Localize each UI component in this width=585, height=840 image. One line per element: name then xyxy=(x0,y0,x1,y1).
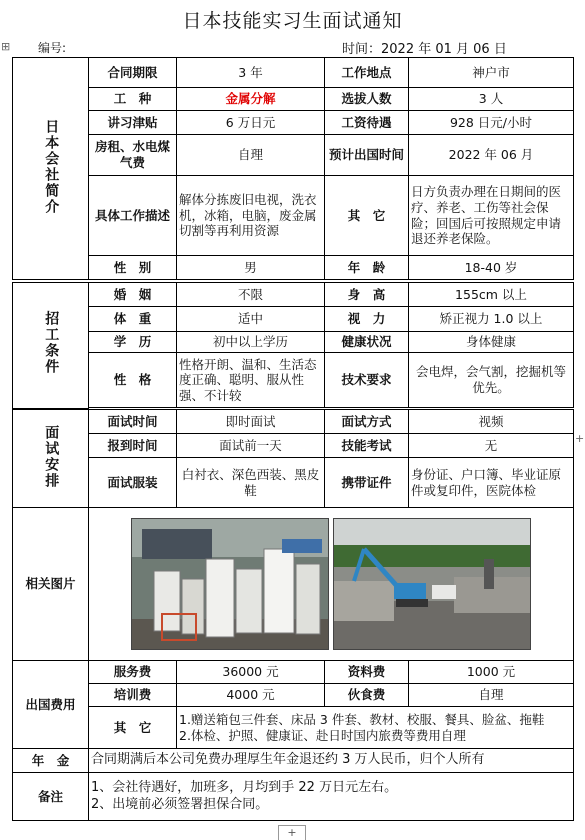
table-row xyxy=(13,176,574,256)
section-interview xyxy=(13,410,89,508)
gender-label: 性 别 xyxy=(89,256,177,280)
table-row xyxy=(13,111,574,135)
age-value: 18-40 岁 xyxy=(409,256,574,280)
appliances-image xyxy=(132,519,328,649)
salary-label: 工资待遇 xyxy=(325,111,409,135)
section-company xyxy=(13,58,89,280)
fees-other-label: 其 它 xyxy=(89,707,177,749)
job-description-value: 解体分拣废旧电视，洗衣机，冰箱，电脑，废金属切割等再利用资源 xyxy=(177,176,325,256)
report-time-label: 报到时间 xyxy=(89,434,177,458)
row-insert-plus-icon[interactable]: + xyxy=(575,432,585,445)
contract-value: 3 年 xyxy=(177,58,325,88)
section-company-label: 日本会社简介 xyxy=(43,118,60,215)
weight-value: 适中 xyxy=(177,307,325,332)
table-row xyxy=(13,458,574,508)
table-row xyxy=(13,773,574,821)
table-row xyxy=(13,58,574,88)
table-row xyxy=(13,283,574,307)
page-title: 日本技能实习生面试通知 xyxy=(182,10,403,32)
pension-value: 合同期满后本公司免费办理厚生年金退还约 3 万人民币，归个人所有 xyxy=(89,749,574,773)
table-row xyxy=(13,256,574,280)
section-conditions xyxy=(13,283,89,409)
education-label: 学 历 xyxy=(89,332,177,353)
interview-table xyxy=(12,409,574,821)
report-time-value: 面试前一天 xyxy=(177,434,325,458)
table-row xyxy=(13,307,574,332)
table-row xyxy=(13,749,574,773)
vision-label: 视 力 xyxy=(325,307,409,332)
fees-other-line-2: 2.体检、护照、健康证、赴日时国内旅费等费用自理 xyxy=(179,727,466,743)
dress-label: 面试服装 xyxy=(89,458,177,508)
fees-other-value xyxy=(177,707,574,749)
table-move-handle-icon[interactable]: ⊞ xyxy=(1,40,11,53)
gender-value: 男 xyxy=(177,256,325,280)
table-row xyxy=(13,88,574,111)
skill-exam-label: 技能考试 xyxy=(325,434,409,458)
company-other-label: 其 它 xyxy=(325,176,409,256)
interview-time-value: 即时面试 xyxy=(177,410,325,434)
remarks-label: 备注 xyxy=(13,773,89,821)
table-row xyxy=(13,684,574,707)
vision-value: 矫正视力 1.0 以上 xyxy=(409,307,574,332)
health-value: 身体健康 xyxy=(409,332,574,353)
table-row xyxy=(13,707,574,749)
photos-cell xyxy=(89,508,574,661)
height-label: 身 高 xyxy=(325,283,409,307)
material-fee-value: 1000 元 xyxy=(409,661,574,684)
document-number-label: 编号: xyxy=(38,41,67,55)
count-value: 3 人 xyxy=(409,88,574,111)
document-date: 时间：2022 年 01 月 06 日 xyxy=(342,42,507,57)
documents-value: 身份证、户口簿、毕业证原件或复印件，医院体检 xyxy=(409,458,574,508)
interview-method-label: 面试方式 xyxy=(325,410,409,434)
allowance-value: 6 万日元 xyxy=(177,111,325,135)
personality-value: 性格开朗、温和、生活态度正确、聪明、服从性强、不计较 xyxy=(177,353,325,408)
service-fee-value: 36000 元 xyxy=(177,661,325,684)
service-fee-label: 服务费 xyxy=(89,661,177,684)
contract-label: 合同期限 xyxy=(89,58,177,88)
rent-value: 自理 xyxy=(177,135,325,176)
dress-value: 白衬衣、深色西装、黑皮鞋 xyxy=(177,458,325,508)
interview-time-label: 面试时间 xyxy=(89,410,177,434)
material-fee-label: 资料费 xyxy=(325,661,409,684)
table-row xyxy=(13,661,574,684)
remarks-value xyxy=(89,773,574,821)
remarks-line-1: 1、会社待遇好，加班多，月均到手 22 万日元左右。 xyxy=(91,780,398,796)
location-value: 神户市 xyxy=(409,58,574,88)
departure-value: 2022 年 06 月 xyxy=(409,135,574,176)
interview-notice-table xyxy=(12,57,574,280)
salary-value: 928 日元/小时 xyxy=(409,111,574,135)
allowance-label: 讲习津贴 xyxy=(89,111,177,135)
marriage-label: 婚 姻 xyxy=(89,283,177,307)
scrap-appliances-photo xyxy=(131,518,329,650)
rent-label: 房租、水电煤气费 xyxy=(89,135,177,176)
job-description-label: 具体工作描述 xyxy=(89,176,177,256)
section-conditions-label: 招工条件 xyxy=(43,311,60,376)
food-fee-value: 自理 xyxy=(409,684,574,707)
personality-label: 性 格 xyxy=(89,353,177,408)
table-row xyxy=(13,332,574,353)
fees-other-line-1: 1.赠送箱包三件套、床品 3 件套、教材、校服、餐具、脸盆、拖鞋 xyxy=(179,711,545,727)
table-row xyxy=(13,434,574,458)
company-other-value: 日方负责办理在日期间的医疗、养老、工伤等社会保险；回国后可按照规定申请退还养老保险。 xyxy=(409,176,574,256)
age-label: 年 龄 xyxy=(325,256,409,280)
skill-exam-value: 无 xyxy=(409,434,574,458)
documents-label: 携带证件 xyxy=(325,458,409,508)
fees-label: 出国费用 xyxy=(13,661,89,749)
weight-label: 体 重 xyxy=(89,307,177,332)
table-row xyxy=(13,410,574,434)
health-label: 健康状况 xyxy=(325,332,409,353)
photos-label: 相关图片 xyxy=(13,508,89,661)
pension-label: 年 金 xyxy=(13,749,89,773)
departure-label: 预计出国时间 xyxy=(325,135,409,176)
table-row xyxy=(13,508,574,661)
remarks-line-2: 2、出境前必须签署担保合同。 xyxy=(91,796,269,812)
table-add-row-button[interactable]: + xyxy=(278,825,306,840)
job-label: 工 种 xyxy=(89,88,177,111)
skill-label: 技术要求 xyxy=(325,353,409,408)
job-value: 金属分解 xyxy=(177,88,325,111)
marriage-value: 不限 xyxy=(177,283,325,307)
training-fee-value: 4000 元 xyxy=(177,684,325,707)
interview-method-value: 视频 xyxy=(409,410,574,434)
count-label: 选拔人数 xyxy=(325,88,409,111)
table-row xyxy=(13,353,574,408)
section-interview-label: 面试安排 xyxy=(43,424,60,489)
height-value: 155cm 以上 xyxy=(409,283,574,307)
excavator-yard-photo xyxy=(333,518,531,650)
education-value: 初中以上学历 xyxy=(177,332,325,353)
table-row xyxy=(13,135,574,176)
skill-value: 会电焊，会气割，挖掘机等优先。 xyxy=(409,353,574,408)
requirements-table xyxy=(12,282,574,409)
location-label: 工作地点 xyxy=(325,58,409,88)
training-fee-label: 培训费 xyxy=(89,684,177,707)
food-fee-label: 伙食费 xyxy=(325,684,409,707)
excavator-image xyxy=(334,519,530,649)
